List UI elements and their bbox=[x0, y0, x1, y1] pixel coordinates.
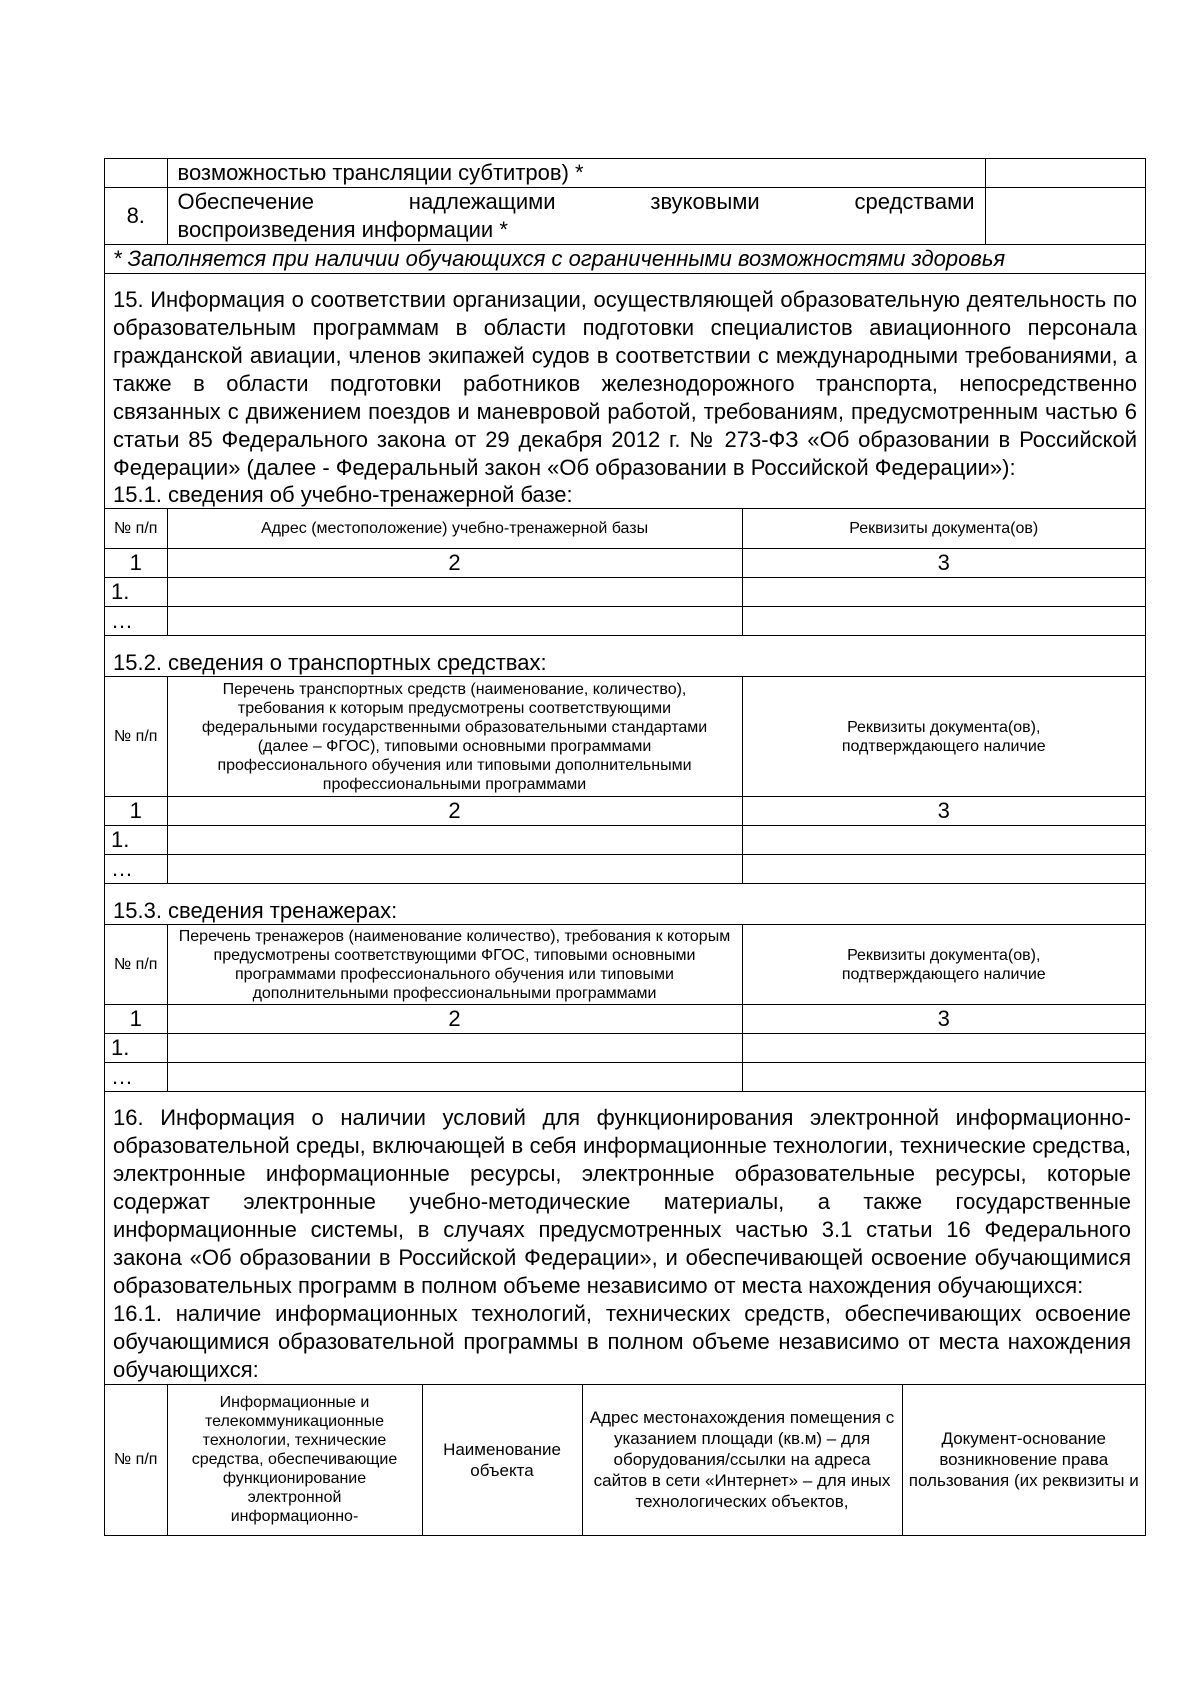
row-ellipsis: … bbox=[105, 855, 167, 884]
section-15 bbox=[105, 273, 1145, 1091]
table-header-row bbox=[105, 509, 1145, 549]
row-cont-text: возможностью трансляции субтитров) * bbox=[167, 159, 985, 188]
col-number-2: 2 bbox=[167, 797, 742, 826]
section-15-text: 15. Информация о соответствии организации, осуществляющей образовательную деятельность по образовательным программам в области подготовки специалистов авиационного персонала гражданской авиации, членов экипажей судов в соответствии с международными требованиями, а также в области подготовки работников железнодорожного транспорта, непосредственно связанных с движением поездов и маневровой работой, требованиям, предусмотренным частью 6 статьи 85 Федерального закона от 29 декабря 2012 г. № 273-ФЗ «Об образовании в Российской Федерации» (далее - Федеральный закон «Об образовании в Российской Федерации»): bbox=[113, 287, 1137, 480]
row-number: 1. bbox=[105, 578, 167, 607]
col-number-3: 3 bbox=[742, 1005, 1145, 1034]
table-row bbox=[105, 1034, 1145, 1063]
row-text-line2: воспроизведения информации * bbox=[177, 217, 508, 242]
table-row bbox=[105, 797, 1145, 826]
table-header-row bbox=[105, 925, 1145, 1005]
table-row bbox=[105, 578, 1145, 607]
table-row bbox=[105, 855, 1145, 884]
col-number-1: 1 bbox=[105, 549, 167, 578]
header-num: № п/п bbox=[105, 925, 167, 1005]
table-row bbox=[105, 1005, 1145, 1034]
subsection-15-1-title: 15.1. сведения об учебно-тренажерной базе: bbox=[113, 482, 573, 507]
col-number-3: 3 bbox=[742, 549, 1145, 578]
it-infrastructure-table bbox=[105, 1384, 1145, 1535]
col-number-2: 2 bbox=[167, 549, 742, 578]
row-ellipsis: … bbox=[105, 607, 167, 636]
table-row bbox=[105, 607, 1145, 636]
header-technologies: Информационные и телекоммуникационные технологии, технические средства, обеспечивающие функционирование электронной информационно- bbox=[167, 1385, 422, 1535]
table-row bbox=[105, 549, 1145, 578]
row-text-line1: Обеспечение надлежащими звуковыми средствами bbox=[177, 189, 975, 214]
header-requisites: Реквизиты документа(ов) bbox=[742, 509, 1145, 549]
footnote: * Заполняется при наличии обучающихся с ограниченными возможностями здоровья bbox=[113, 246, 1006, 271]
vehicles-table bbox=[105, 676, 1145, 884]
subsection-15-3-title: 15.3. сведения тренажерах: bbox=[113, 898, 398, 923]
header-address: Адрес (местоположение) учебно-тренажерной базы bbox=[167, 509, 742, 549]
table-row bbox=[105, 826, 1145, 855]
subsection-15-2-title: 15.2. сведения о транспортных средствах: bbox=[113, 650, 547, 675]
row-number: 8. bbox=[105, 188, 167, 245]
header-address: Адрес местонахождения помещения с указанием площади (кв.м) – для оборудования/ссылки на адреса сайтов в сети «Интернет» – для иных технологических объектов, bbox=[582, 1385, 902, 1535]
row-number: 1. bbox=[105, 1034, 167, 1063]
accessibility-table bbox=[105, 159, 1145, 245]
section-16 bbox=[105, 1091, 1145, 1535]
col-number-3: 3 bbox=[742, 797, 1145, 826]
table-row bbox=[105, 1063, 1145, 1092]
header-basis-document: Документ-основание возникновение права пользования (их реквизиты и bbox=[902, 1385, 1145, 1535]
header-num: № п/п bbox=[105, 1385, 167, 1535]
table-header-row bbox=[105, 677, 1145, 797]
header-object-name: Наименование объекта bbox=[422, 1385, 582, 1535]
subsection-16-1-text: 16.1. наличие информационных технологий, технических средств, обеспечивающих освоение обучающимися образовательной программы в полном объеме независимо от места нахождения обучающихся: bbox=[113, 1301, 1131, 1382]
simulators-table bbox=[105, 924, 1145, 1091]
col-number-1: 1 bbox=[105, 797, 167, 826]
section-16-text: 16. Информация о наличии условий для функционирования электронной информационно-образовательной среды, включающей в себя информационные технологии, технические средства, электронные информационные ресурсы, электронные образовательные ресурсы, которые содержат электронные учебно-методические материалы, а также государственные информационные системы, в случаях предусмотренных частью 3.1 статьи 16 Федерального закона «Об образовании в Российской Федерации», и обеспечивающей освоение обучающимися образовательных программ в полном объеме независимо от места нахождения обучающихся: bbox=[113, 1105, 1131, 1298]
col-number-2: 2 bbox=[167, 1005, 742, 1034]
table-row bbox=[105, 188, 1145, 245]
table-row bbox=[105, 159, 1145, 188]
col-number-1: 1 bbox=[105, 1005, 167, 1034]
header-simulators-list: Перечень тренажеров (наименование количество), требования к которым предусмотрены соответствующими ФГОС, типовыми основными программами профессионального обучения или типовыми дополнительными профессиональными программами bbox=[167, 925, 742, 1005]
training-base-table bbox=[105, 508, 1145, 636]
row-number: 1. bbox=[105, 826, 167, 855]
document-page bbox=[104, 158, 1146, 1536]
header-requisites: Реквизиты документа(ов), подтверждающего наличие bbox=[742, 925, 1145, 1005]
table-header-row bbox=[105, 1385, 1145, 1535]
header-requisites: Реквизиты документа(ов), подтверждающего наличие bbox=[742, 677, 1145, 797]
header-num: № п/п bbox=[105, 509, 167, 549]
row-ellipsis: … bbox=[105, 1063, 167, 1092]
header-vehicles-list: Перечень транспортных средств (наименование, количество), требования к которым предусмотрены соответствующими федеральными государственными образовательными стандартами (далее – ФГОС), типовыми основными программами профессионального обучения или типовыми дополнительными профессиональными программами bbox=[167, 677, 742, 797]
header-num: № п/п bbox=[105, 677, 167, 797]
